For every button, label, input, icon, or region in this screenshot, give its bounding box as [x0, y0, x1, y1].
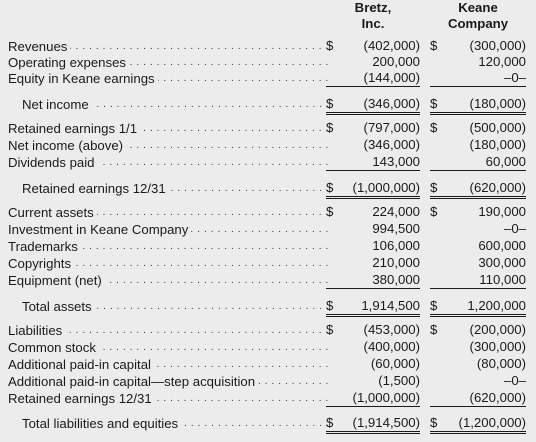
amount-cell-bretz — [326, 373, 420, 389]
statement-row — [8, 204, 528, 221]
amount-cell-keane — [430, 298, 526, 317]
amount-cell-bretz — [326, 255, 420, 271]
amount-value: (1,914,500) — [352, 415, 420, 430]
dollar-sign: $ — [430, 204, 438, 219]
row-label-cell — [8, 322, 330, 339]
amount-value: 300,000 — [478, 255, 526, 270]
amount-value: (300,000) — [469, 339, 526, 354]
statement-row — [8, 70, 528, 87]
row-label-cell — [8, 54, 330, 71]
row-label: Retained earnings 12/31 — [8, 391, 155, 406]
amount-value: (144,000) — [363, 70, 420, 85]
amount-cell-bretz — [326, 356, 420, 372]
row-label-cell — [8, 390, 330, 407]
row-label: Operating expenses — [8, 55, 129, 70]
amount-cell-keane — [430, 221, 526, 237]
row-label: Liabilities — [8, 323, 65, 338]
statement-row — [8, 356, 528, 373]
amount-cell-bretz — [326, 238, 420, 254]
amount-cell-bretz — [326, 137, 420, 153]
row-label: Equity in Keane earnings — [8, 71, 158, 86]
row-label-cell — [22, 415, 330, 432]
amount-value: (500,000) — [469, 120, 526, 135]
dollar-sign: $ — [326, 415, 334, 430]
amount-value: (797,000) — [363, 120, 420, 135]
amount-value: (1,200,000) — [458, 415, 526, 430]
amount-cell-bretz — [326, 120, 420, 136]
row-label: Investment in Keane Company — [8, 222, 191, 237]
row-label: Dividends paid — [8, 155, 98, 170]
amount-cell-bretz — [326, 204, 420, 220]
statement-row — [8, 339, 528, 356]
amount-value: 190,000 — [478, 204, 526, 219]
dollar-sign: $ — [326, 322, 334, 337]
amount-cell-keane — [430, 238, 526, 254]
dollar-sign: $ — [326, 180, 334, 195]
amount-cell-keane — [430, 70, 526, 87]
amount-value: (1,000,000) — [352, 180, 420, 195]
amount-cell-bretz — [326, 298, 420, 317]
amount-cell-keane — [430, 322, 526, 338]
row-label: Total assets — [22, 299, 95, 314]
amount-value: (453,000) — [363, 322, 420, 337]
row-label-cell — [8, 120, 330, 137]
amount-value: 224,000 — [372, 204, 420, 219]
row-label-cell — [8, 356, 330, 373]
amount-value: 1,914,500 — [361, 298, 420, 313]
amount-value: 200,000 — [372, 54, 420, 69]
dollar-sign: $ — [326, 38, 334, 53]
amount-cell-bretz — [326, 154, 420, 171]
column-header-bretz — [326, 0, 420, 32]
statement-row — [8, 96, 528, 113]
row-label: Revenues — [8, 39, 70, 54]
statement-row — [8, 322, 528, 339]
amount-value: (400,000) — [363, 339, 420, 354]
amount-cell-keane — [430, 356, 526, 372]
amount-value: 380,000 — [372, 272, 420, 287]
dollar-sign: $ — [430, 415, 438, 430]
row-label-cell — [8, 204, 330, 221]
amount-cell-keane — [430, 415, 526, 434]
amount-value: (80,000) — [476, 356, 526, 371]
statement-row — [8, 415, 528, 432]
statement-row — [8, 255, 528, 272]
column-header-line: Company — [447, 16, 509, 31]
row-label-cell — [22, 298, 330, 315]
statement-row — [8, 272, 528, 289]
amount-value: (200,000) — [469, 322, 526, 337]
amount-cell-bretz — [326, 339, 420, 355]
amount-value: (1,500) — [378, 373, 420, 388]
statement-row — [8, 390, 528, 407]
row-label: Retained earnings 12/31 — [22, 181, 169, 196]
row-label-cell — [8, 272, 330, 289]
amount-cell-keane — [430, 38, 526, 54]
amount-cell-bretz — [326, 96, 420, 115]
amount-cell-keane — [430, 255, 526, 271]
statement-row — [8, 373, 528, 390]
amount-value: (620,000) — [469, 390, 526, 405]
amount-cell-bretz — [326, 415, 420, 434]
amount-cell-bretz — [326, 70, 420, 87]
amount-value: 120,000 — [478, 54, 526, 69]
amount-cell-keane — [430, 96, 526, 115]
column-header-line: Keane — [458, 0, 498, 15]
dollar-sign: $ — [430, 180, 438, 195]
row-label: Additional paid-in capital — [8, 357, 154, 372]
statement-row — [8, 221, 528, 238]
dollar-sign: $ — [326, 204, 334, 219]
row-label-cell — [22, 96, 330, 113]
row-label-cell — [8, 221, 330, 238]
row-label-cell — [8, 38, 330, 55]
dollar-sign: $ — [326, 298, 334, 313]
amount-cell-bretz — [326, 322, 420, 338]
amount-value: (180,000) — [469, 137, 526, 152]
row-label: Trademarks — [8, 239, 81, 254]
amount-cell-bretz — [326, 54, 420, 70]
amount-value: –0– — [503, 373, 526, 388]
amount-value: –0– — [503, 70, 526, 85]
amount-value: (1,000,000) — [352, 390, 420, 405]
column-header-line: Inc. — [361, 16, 385, 31]
amount-value: (60,000) — [370, 356, 420, 371]
amount-value: –0– — [503, 221, 526, 236]
dollar-sign: $ — [430, 38, 438, 53]
amount-value: 60,000 — [485, 154, 526, 169]
dollar-sign: $ — [326, 120, 334, 135]
amount-cell-keane — [430, 204, 526, 220]
dollar-sign: $ — [430, 298, 438, 313]
column-header-line: Bretz, — [354, 0, 392, 15]
amount-value: (300,000) — [469, 38, 526, 53]
amount-cell-keane — [430, 373, 526, 389]
statement-row — [8, 137, 528, 154]
amount-value: (180,000) — [469, 96, 526, 111]
dollar-sign: $ — [430, 96, 438, 111]
amount-cell-bretz — [326, 390, 420, 407]
row-label: Current assets — [8, 205, 97, 220]
dollar-sign: $ — [430, 120, 438, 135]
row-label: Retained earnings 1/1 — [8, 121, 140, 136]
amount-value: 106,000 — [372, 238, 420, 253]
dollar-sign: $ — [430, 322, 438, 337]
amount-value: 210,000 — [372, 255, 420, 270]
amount-cell-bretz — [326, 221, 420, 237]
amount-cell-bretz — [326, 38, 420, 54]
amount-value: 1,200,000 — [467, 298, 526, 313]
amount-value: (620,000) — [469, 180, 526, 195]
amount-value: (346,000) — [363, 96, 420, 111]
amount-value: 600,000 — [478, 238, 526, 253]
row-label: Net income (above) — [8, 138, 126, 153]
amount-cell-keane — [430, 54, 526, 70]
statement-row — [8, 238, 528, 255]
column-header-keane — [430, 0, 526, 32]
amount-cell-keane — [430, 180, 526, 199]
statement-row — [8, 120, 528, 137]
row-label-cell — [8, 70, 330, 87]
row-label: Common stock — [8, 340, 99, 355]
statement-row — [8, 298, 528, 315]
statement-row — [8, 180, 528, 197]
amount-cell-bretz — [326, 272, 420, 289]
row-label: Total liabilities and equities — [22, 416, 181, 431]
amount-cell-keane — [430, 390, 526, 407]
amount-value: 110,000 — [479, 272, 526, 287]
row-label: Copyrights — [8, 256, 74, 271]
dollar-sign: $ — [326, 96, 334, 111]
amount-cell-keane — [430, 120, 526, 136]
statement-row — [8, 54, 528, 71]
row-label-cell — [8, 154, 330, 171]
row-label-cell — [8, 137, 330, 154]
row-label: Equipment (net) — [8, 273, 105, 288]
amount-cell-bretz — [326, 180, 420, 199]
amount-value: 994,500 — [372, 221, 420, 236]
row-label: Additional paid-in capital—step acquisition — [8, 374, 258, 389]
amount-value: (402,000) — [363, 38, 420, 53]
row-label-cell — [8, 373, 330, 390]
amount-value: (346,000) — [363, 137, 420, 152]
row-label: Net income — [22, 97, 92, 112]
row-label-cell — [22, 180, 330, 197]
amount-cell-keane — [430, 154, 526, 171]
row-label-cell — [8, 238, 330, 255]
amount-value: 143,000 — [372, 154, 420, 169]
row-label-cell — [8, 255, 330, 272]
amount-cell-keane — [430, 137, 526, 153]
statement-row — [8, 154, 528, 171]
amount-cell-keane — [430, 272, 526, 289]
statement-row — [8, 38, 528, 55]
row-label-cell — [8, 339, 330, 356]
amount-cell-keane — [430, 339, 526, 355]
